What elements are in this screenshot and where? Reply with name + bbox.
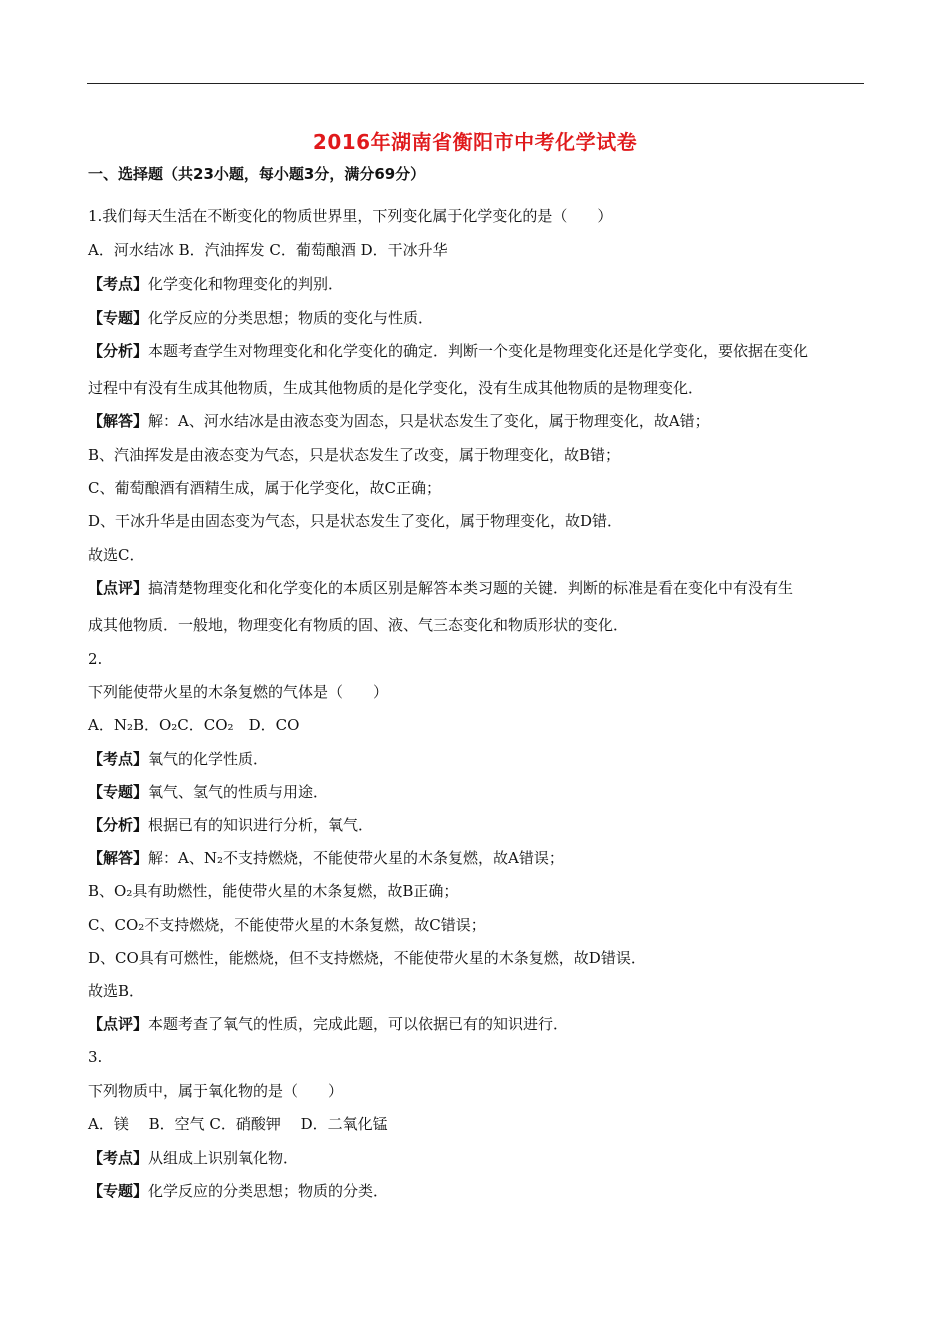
fenxi-tag: 【分析】 <box>88 816 149 834</box>
q2-jieda <box>88 848 564 868</box>
fenxi-text: 根据已有的知识进行分析，氧气． <box>148 816 374 834</box>
zhuanti-tag: 【专题】 <box>88 783 149 801</box>
zhuanti-tag: 【专题】 <box>88 1182 149 1200</box>
q3-zhuanti <box>88 1181 388 1201</box>
zhuanti-text: 化学反应的分类思想；物质的变化与性质． <box>148 309 434 327</box>
kaodian-tag: 【考点】 <box>88 275 149 293</box>
section-heading: 一、选择题（共23小题，每小题3分，满分69分） <box>88 165 426 183</box>
q2-jieda-c: C、CO₂不支持燃烧，不能使带火星的木条复燃，故C错误； <box>88 916 486 934</box>
zhuanti-tag: 【专题】 <box>88 309 149 327</box>
kaodian-text: 从组成上识别氧化物． <box>148 1149 299 1167</box>
q1-fenxi <box>88 341 808 361</box>
header-rule <box>87 83 864 84</box>
q2-jieda-b: B、O₂具有助燃性，能使带火星的木条复燃，故B正确； <box>88 882 459 900</box>
dianping-tag: 【点评】 <box>88 579 149 597</box>
q2-stem: 下列能使带火星的木条复燃的气体是（ ） <box>88 683 389 701</box>
q3-stem: 下列物质中，属于氧化物的是（ ） <box>88 1082 344 1100</box>
jieda-tag: 【解答】 <box>88 412 149 430</box>
q2-fenxi <box>88 815 373 835</box>
q3-kaodian <box>88 1148 298 1168</box>
q1-jieda-b: B、汽油挥发是由液态变为气态，只是状态发生了改变，属于物理变化，故B错； <box>88 446 621 464</box>
zhuanti-text: 化学反应的分类思想；物质的分类． <box>148 1182 389 1200</box>
q2-jieda-d: D、CO具有可燃性，能燃烧，但不支持燃烧，不能使带火星的木条复燃，故D错误． <box>88 949 646 967</box>
fenxi-text: 本题考查学生对物理变化和化学变化的确定．判断一个变化是物理变化还是化学变化，要依据在变化 <box>148 342 809 360</box>
q3-number: 3. <box>88 1048 103 1066</box>
q1-stem: 1.我们每天生活在不断变化的物质世界里，下列变化属于化学变化的是（ ） <box>88 207 613 225</box>
q2-dianping <box>88 1014 568 1034</box>
q1-jieda-d: D、干冰升华是由固态变为气态，只是状态发生了变化，属于物理变化，故D错． <box>88 512 623 530</box>
q1-kaodian <box>88 274 343 294</box>
q2-kaodian <box>88 749 268 769</box>
kaodian-text: 氧气的化学性质． <box>148 750 269 768</box>
q2-zhuanti <box>88 782 328 802</box>
zhuanti-text: 氧气、氢气的性质与用途． <box>148 783 329 801</box>
kaodian-text: 化学变化和物理变化的判别． <box>148 275 344 293</box>
document-title: 2016年湖南省衡阳市中考化学试卷 <box>312 130 638 154</box>
q1-jieda-c: C、葡萄酿酒有酒精生成，属于化学变化，故C正确； <box>88 479 441 497</box>
q1-dianping-cont: 成其他物质．一般地，物理变化有物质的固、液、气三态变化和物质形状的变化． <box>88 616 629 634</box>
q2-answer: 故选B． <box>88 982 145 1000</box>
kaodian-tag: 【考点】 <box>88 750 149 768</box>
dianping-tag: 【点评】 <box>88 1015 149 1033</box>
jieda-text: 解：A、N₂不支持燃烧，不能使带火星的木条复燃，故A错误； <box>148 849 564 867</box>
q1-fenxi-cont: 过程中有没有生成其他物质，生成其他物质的是化学变化，没有生成其他物质的是物理变化． <box>88 379 704 397</box>
q3-options: A．镁 B．空气 C．硝酸钾 D．二氧化锰 <box>88 1115 388 1133</box>
q1-zhuanti <box>88 308 433 328</box>
q1-jieda <box>88 411 710 431</box>
jieda-text: 解：A、河水结冰是由液态变为固态，只是状态发生了变化，属于物理变化，故A错； <box>148 412 710 430</box>
fenxi-tag: 【分析】 <box>88 342 149 360</box>
q1-dianping <box>88 578 793 598</box>
dianping-text: 搞清楚物理变化和化学变化的本质区别是解答本类习题的关键．判断的标准是看在变化中有没有生 <box>148 579 794 597</box>
q1-options: A．河水结冰 B．汽油挥发 C．葡萄酿酒 D．干冰升华 <box>88 241 448 259</box>
q2-number: 2. <box>88 650 103 668</box>
kaodian-tag: 【考点】 <box>88 1149 149 1167</box>
q2-options: A．N₂B．O₂C．CO₂ D．CO <box>88 716 300 734</box>
dianping-text: 本题考查了氧气的性质，完成此题，可以依据已有的知识进行． <box>148 1015 569 1033</box>
q1-answer: 故选C． <box>88 546 145 564</box>
jieda-tag: 【解答】 <box>88 849 149 867</box>
